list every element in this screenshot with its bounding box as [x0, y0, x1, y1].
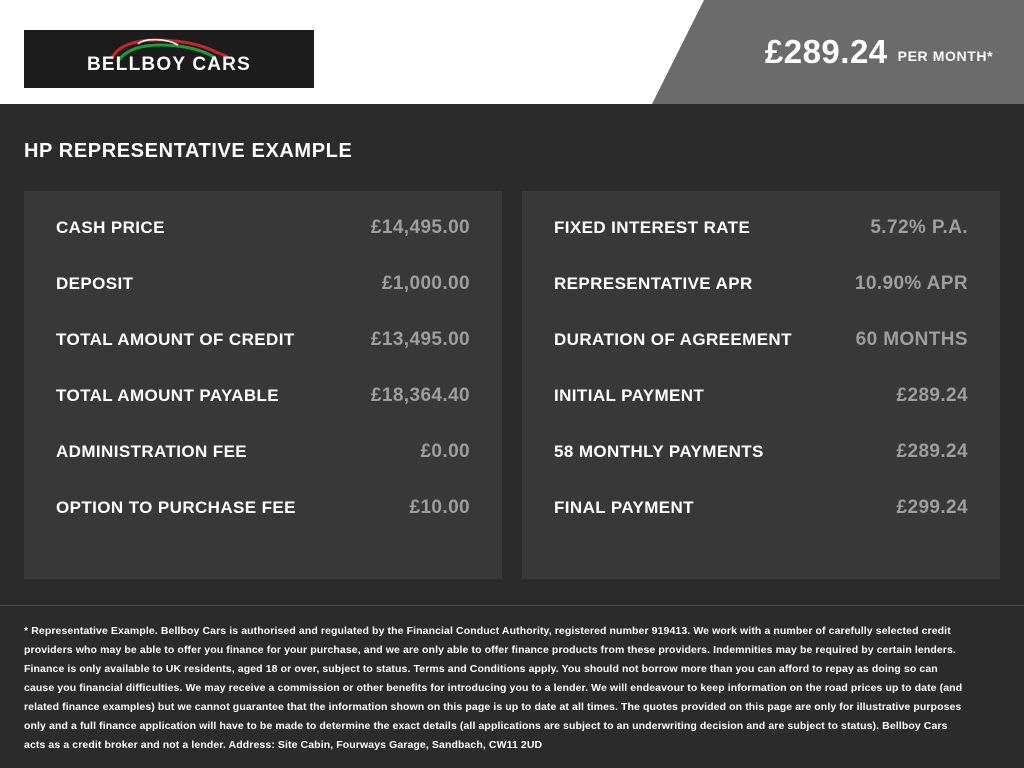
table-row [554, 273, 968, 329]
row-value: £10.00 [409, 497, 470, 518]
monthly-price-amount: £289.24 [764, 33, 888, 70]
row-value: 60 MONTHS [855, 329, 968, 350]
table-row [554, 329, 968, 385]
row-value: £0.00 [420, 441, 470, 462]
row-label: TOTAL AMOUNT OF CREDIT [56, 330, 295, 349]
page-title: HP REPRESENTATIVE EXAMPLE [24, 140, 353, 162]
table-row [56, 329, 470, 385]
table-row [56, 273, 470, 329]
table-row [554, 441, 968, 497]
table-row [56, 217, 470, 273]
table-row [56, 497, 470, 553]
row-label: 58 MONTHLY PAYMENTS [554, 442, 764, 461]
monthly-price-banner [704, 0, 1024, 104]
row-label: INITIAL PAYMENT [554, 386, 705, 405]
row-value: £289.24 [896, 385, 968, 406]
footer-disclaimer [0, 606, 1024, 755]
row-label: TOTAL AMOUNT PAYABLE [56, 386, 280, 405]
table-row [56, 385, 470, 441]
table-row [554, 497, 968, 553]
row-label: FIXED INTEREST RATE [554, 218, 751, 237]
table-row [554, 217, 968, 273]
row-label: ADMINISTRATION FEE [56, 442, 248, 461]
row-value: £1,000.00 [381, 273, 470, 294]
monthly-price-period: PER MONTH* [897, 48, 994, 64]
row-value: 10.90% APR [854, 273, 968, 294]
row-label: DURATION OF AGREEMENT [554, 330, 792, 349]
table-row [554, 385, 968, 441]
table-row [56, 441, 470, 497]
brand-logo-inner [24, 30, 314, 88]
brand-logo-text: BELLBOY CARS [87, 54, 251, 75]
row-value: £13,495.00 [370, 329, 470, 350]
row-value: £299.24 [896, 497, 968, 518]
row-label: FINAL PAYMENT [554, 498, 694, 517]
left-details-panel [24, 191, 502, 579]
row-value: £289.24 [896, 441, 968, 462]
finance-tables [0, 163, 1024, 579]
row-label: OPTION TO PURCHASE FEE [56, 498, 296, 517]
row-value: £18,364.40 [370, 385, 470, 406]
right-details-panel [522, 191, 1000, 579]
page-header [0, 0, 1024, 104]
row-label: DEPOSIT [56, 274, 134, 293]
brand-logo[interactable] [24, 30, 314, 88]
row-label: REPRESENTATIVE APR [554, 274, 753, 293]
disclaimer-text: * Representative Example. Bellboy Cars is authorised and regulated by the Financial Conduct Authority, registered number 919413. We work with a number of carefully selected credit providers who may be able to offer you finance for your purchase, and we are only able to offer finance products from these providers. Indemnities may be required by certain lenders. Finance is only available to UK residents, aged 18 or over, subject to status. Terms and Conditions apply. You should not borrow more than you can afford to repay as doing so can cause you financial difficulties. We may receive a commission or other benefits for introducing you to a lender. We will endeavour to keep information on the road prices up to date (and related finance examples) but we cannot guarantee that the information shown on this page is up to date at all times. The quotes provided on this page are only for illustrative purposes only and a full finance application will have to be made to determine the exact details (all applications are subject to an underwriting decision and are subject to status). Bellboy Cars acts as a credit broker and not a lender. Address: Site Cabin, Fourways Garage, Sandbach, CW11 2UD [24, 625, 963, 751]
row-label: CASH PRICE [56, 218, 165, 237]
row-value: 5.72% P.A. [870, 217, 968, 238]
row-value: £14,495.00 [370, 217, 470, 238]
